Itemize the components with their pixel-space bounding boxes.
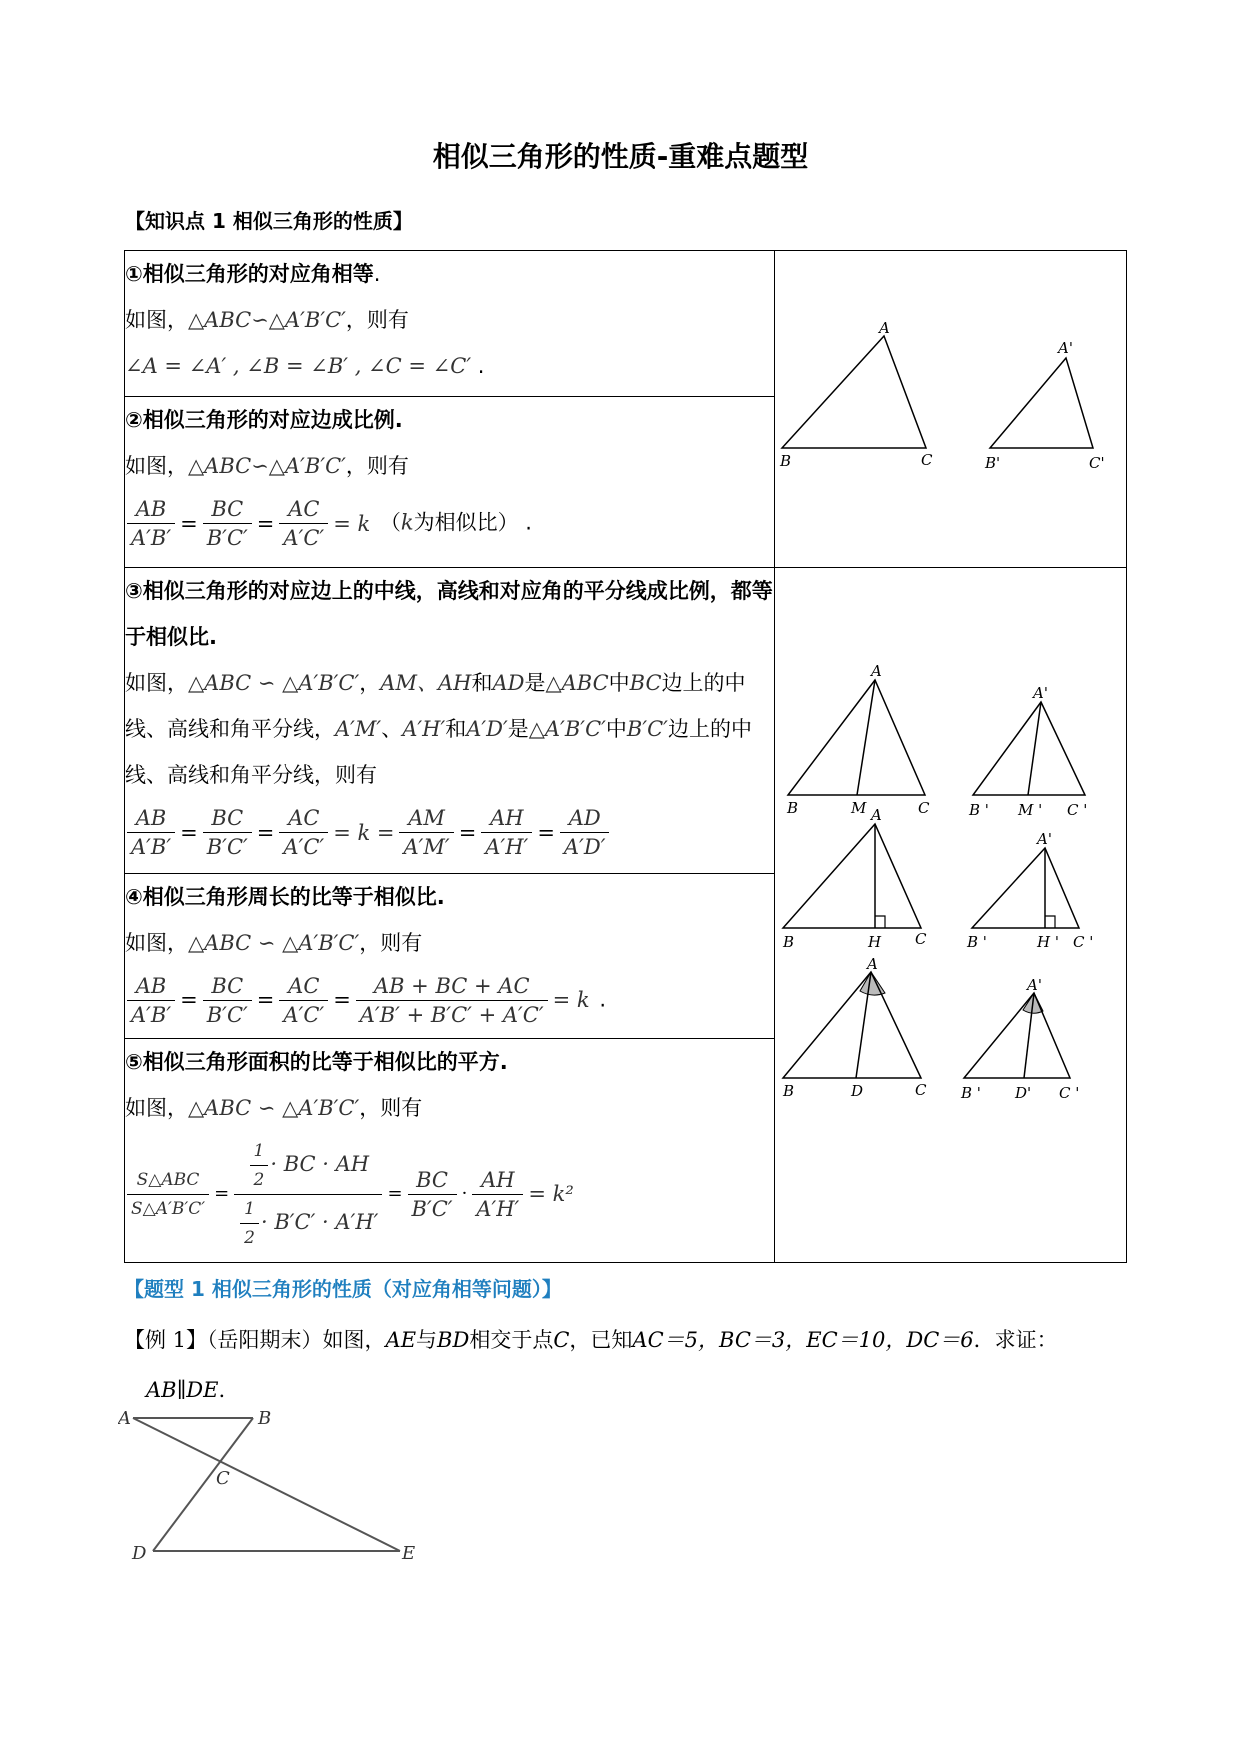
similar-triangles-figure <box>775 251 1126 563</box>
label-m: M <box>851 799 867 817</box>
page-title: 相似三角形的性质-重难点题型 <box>432 140 809 173</box>
label-d: D <box>851 1082 864 1100</box>
property-1-heading: ①相似三角形的对应角相等 <box>125 262 374 286</box>
equals-k: = k <box>552 988 590 1013</box>
p1-then: ，则有 <box>345 308 409 332</box>
label-c: C <box>918 799 930 817</box>
equals-k: = k = <box>333 820 395 845</box>
label-a-prime: A' <box>1027 976 1042 994</box>
figure-cell-1 <box>775 251 1127 568</box>
fraction: $\frac{AD}{A'D'}$ <box>560 804 610 861</box>
label-b-prime: B ' <box>961 1084 981 1102</box>
question-type-heading: 【题型 1 相似三角形的性质（对应角相等问题）】 <box>124 1277 562 1301</box>
fraction: $\frac{AC}{A'C'}$ <box>279 972 328 1029</box>
label-b-prime: B ' <box>967 933 987 951</box>
label-d-prime: D' <box>1015 1084 1032 1102</box>
fraction: $\frac{AB}{A'B'}$ <box>127 804 175 861</box>
label-c: C <box>915 930 927 948</box>
triangle-median <box>788 680 925 795</box>
compound-fraction: $\frac{1}{2}$ · BC · AH $\frac{1}{2}$ · B′C′ · A′H′ <box>234 1137 382 1252</box>
right-angle-mark <box>875 916 885 928</box>
label-b-prime: B ' <box>969 801 989 819</box>
property-1-cell <box>125 251 775 397</box>
property-1-heading-end: . <box>373 262 381 286</box>
label-c-prime: C ' <box>1073 933 1094 951</box>
example-source: （岳阳期末） <box>207 1328 323 1352</box>
fraction: $\frac{AM}{A'M'}$ <box>399 804 453 861</box>
label-b: B <box>780 452 792 470</box>
property-2-cell: ②相似三角形的对应边成比例. 如图，△ABC∽△A′B′C′，则有 $\frac{AB}{A'B'}$ = $\frac{BC}{B'C'}$ = $\frac{AC}{A'C'}$ = k （k为相似比） . <box>125 397 775 568</box>
label-c-prime: C' <box>1089 454 1105 472</box>
area-fraction: S△ABC S△A′B′C′ <box>127 1166 209 1223</box>
fraction: $\frac{AB}{A'B'}$ <box>127 495 175 552</box>
label-d: D <box>132 1543 147 1564</box>
label-b: B <box>783 933 795 951</box>
label-a: A <box>871 662 882 680</box>
example-conditions: AC＝5，BC＝3，EC＝10，DC＝6 <box>632 1328 974 1352</box>
fraction: $\frac{BC}{B'C'}$ <box>408 1166 457 1223</box>
equals-k-squared: = k² <box>528 1182 574 1207</box>
label-a: A <box>879 319 890 337</box>
label-c: C <box>915 1081 927 1099</box>
property-2-heading: ②相似三角形的对应边成比例. <box>125 408 403 433</box>
triangle-median-prime <box>973 702 1085 795</box>
note-end: . <box>525 510 532 535</box>
p2-then: ，则有 <box>345 454 409 479</box>
label-a: A <box>871 806 882 824</box>
fraction: $\frac{BC}{B'C'}$ <box>203 972 252 1029</box>
p1-intro: 如图， <box>125 308 188 332</box>
triangle-abc <box>782 336 926 448</box>
label-e: E <box>402 1543 416 1564</box>
label-a-prime: A' <box>1033 684 1048 702</box>
median-am <box>857 680 875 795</box>
triangle-a2b2c2 <box>990 358 1093 448</box>
segment-ae <box>133 1418 400 1551</box>
figure-cell-2 <box>775 568 1127 1263</box>
property-5-cell: ⑤相似三角形面积的比等于相似比的平方. 如图，△ABC ∽ △A′B′C′，则有 S△ABC S△A′B′C′ = $\frac{1}{2}$ · BC · AH $\frac{1}{2}$ · B′C′ · A′H′ = $\frac{BC}{B'C'}$ · $\frac{AH}{A'H'}$ = k² <box>125 1038 775 1262</box>
knowledge-table <box>124 250 1127 1263</box>
label-c-prime: C ' <box>1059 1084 1080 1102</box>
property-4-heading: ④相似三角形周长的比等于相似比. <box>125 884 445 909</box>
label-a: A <box>867 955 878 973</box>
segment-bd <box>153 1418 253 1551</box>
equals-k: = k <box>333 511 371 536</box>
label-b: B <box>787 799 799 817</box>
fraction: $\frac{AC}{A'C'}$ <box>279 804 328 861</box>
property-3-cell: ③相似三角形的对应边上的中线，高线和对应角的平分线成比例，都等于相似比. 如图，△ABC ∽ △A′B′C′，AM、AH和AD是△ABC中BC边上的中线、高线和角平分线，A′M′、A′H′和A′D′是△A′B′C′中B′C′边上的中线、高线和角平分线，则有 $\frac{AB}{A'B'}$ = $\frac{BC}{B'C'}$ = $\frac{AC}{A'C'}$ = k = $\frac{AM}{A'M'}$ = $\frac{AH}{A'H'}$ = $\frac{AD}{A'D'}$ <box>125 568 775 874</box>
perimeter-fraction: $\frac{AB + BC + AC}{A'B' + B'C' + A'C'}$ <box>356 972 548 1029</box>
p1-end: . <box>477 354 485 378</box>
triangle-height-prime <box>972 848 1079 928</box>
fraction: $\frac{AH}{A'H'}$ <box>472 1166 523 1223</box>
p4-similarity: △ABC ∽ △A′B′C′ <box>188 930 360 955</box>
fraction: $\frac{AB}{A'B'}$ <box>127 972 175 1029</box>
label-a: A <box>118 1408 131 1429</box>
note-rest: 为相似比） <box>413 510 519 535</box>
fraction: $\frac{AC}{A'C'}$ <box>279 495 328 552</box>
p5-similarity: △ABC ∽ △A′B′C′ <box>188 1095 360 1120</box>
fraction: $\frac{BC}{B'C'}$ <box>203 495 252 552</box>
medians-heights-bisectors-figure <box>775 568 1126 1258</box>
example-1: 【例 1】（岳阳期末）如图，AE与BD相交于点C，已知AC＝5，BC＝3，EC＝10，DC＝6．求证： AB∥DE. <box>124 1328 1058 1402</box>
triangle-bisector <box>783 972 921 1078</box>
p2-similarity: △ABC∽△A′B′C′ <box>188 454 346 479</box>
property-3-heading: ③相似三角形的对应边上的中线，高线和对应角的平分线成比例，都等于相似比. <box>125 579 773 649</box>
label-a-prime: A' <box>1058 339 1073 357</box>
example-conclusion: AB∥DE <box>146 1378 219 1402</box>
label-b: B <box>783 1082 795 1100</box>
note-open: （ <box>379 510 401 535</box>
p1-similarity: △ABC∽△A′B′C′ <box>188 308 346 332</box>
property-4-cell: ④相似三角形周长的比等于相似比. 如图，△ABC ∽ △A′B′C′，则有 $\frac{AB}{A'B'}$ = $\frac{BC}{B'C'}$ = $\frac{AC}{A'C'}$ = $\frac{AB + BC + AC}{A'B' + B'C' + A'C'}$ = k . <box>125 873 775 1038</box>
label-h: H <box>868 933 882 951</box>
label-c-prime: C ' <box>1067 801 1088 819</box>
property-5-heading: ⑤相似三角形面积的比等于相似比的平方. <box>125 1049 508 1074</box>
fraction: $\frac{AH}{A'H'}$ <box>481 804 532 861</box>
note-k: k <box>400 510 414 535</box>
label-b-prime: B' <box>985 454 1001 472</box>
p2-intro: 如图， <box>125 454 188 479</box>
label-m-prime: M ' <box>1018 801 1043 819</box>
triangle-bisector-prime <box>964 993 1070 1078</box>
fraction: $\frac{BC}{B'C'}$ <box>203 804 252 861</box>
p3-similarity: △ABC ∽ △A′B′C′ <box>188 671 360 695</box>
p1-angles: ∠A = ∠A′ , ∠B = ∠B′ , ∠C = ∠C′ <box>125 354 472 378</box>
example-label: 【例 1】 <box>124 1328 208 1352</box>
example-figure <box>118 1400 418 1570</box>
triangle-height <box>783 824 921 928</box>
knowledge-heading: 【知识点 1 相似三角形的性质】 <box>125 209 413 233</box>
label-a-prime: A' <box>1037 830 1052 848</box>
label-h-prime: H ' <box>1037 933 1059 951</box>
label-c: C <box>216 1468 230 1489</box>
right-angle-mark <box>1045 916 1055 928</box>
label-b: B <box>258 1408 272 1429</box>
label-c: C <box>921 451 933 469</box>
